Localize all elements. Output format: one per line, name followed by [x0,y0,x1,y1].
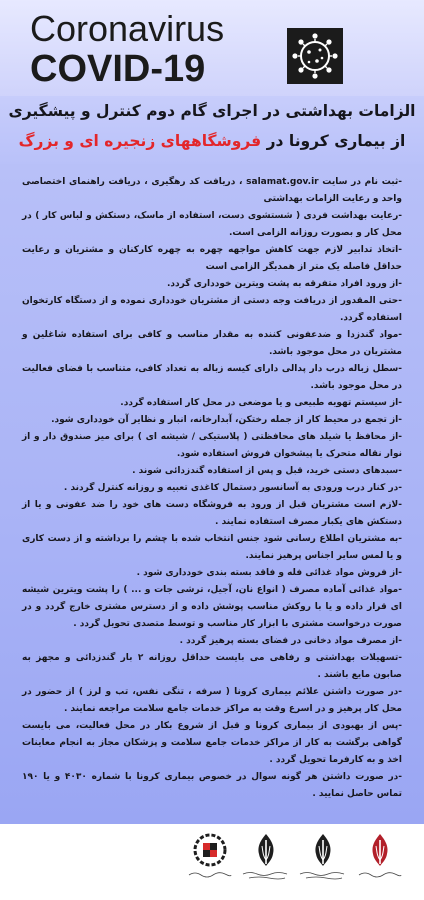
virus-icon [287,28,343,84]
caption-scribble [298,870,348,880]
header [0,0,424,96]
list-item: -از فروش مواد غذائی فله و فاقد بسته بندی خودداری شود . [136,568,402,578]
list-item: -ثبت نام در سایت salamat.gov.ir ، دریافت کد رهگیری ، دریافت راهنمای اختصاصی واحد و رعایت الزامات بهداشتی [22,177,403,204]
emblem-icon [251,832,281,870]
list-item: -از محافظ یا شیلد های محافظتی ( پلاستیکی / شیشه ای ) برای میز صندوق دار و از نوار نقاله متحرک یا پیشخوان فروش استفاده شود. [22,432,402,459]
caption-scribble [357,870,403,878]
list-item: -مواد گندزدا و ضدعفونی کننده به مقدار مناسب و کافی برای استفاده شاغلین و مشتریان در محل موجود باشد. [22,330,402,357]
guild-logo [182,832,238,894]
list-item: -پس از بهبودی از بیماری کرونا و قبل از شروع بکار در محل فعالیت، می بایست گواهی برگشت به کار از مراکز خدمات جامع سلامت و پزشکان مجاز به انجام معاینات اخذ و به کارفرما تحویل گردد . [22,721,402,765]
emblem-logo [352,832,408,894]
caption-scribble [241,870,291,880]
list-item: -حتی المقدور از دریافت وجه دستی از مشتریان خودداری نموده و از دستگاه کارتخوان استفاده گردد. [22,296,402,323]
title-coronavirus: Coronavirus [30,8,225,49]
headline [0,96,424,164]
list-item: -به مشتریان اطلاع رسانی شود جنس انتخاب شده با چشم را برداشته و از دست کاری و یا لمس سایر اجناس پرهیز نمایند. [22,534,402,561]
footer-logos [0,824,424,900]
list-item: -از ورود افراد متفرقه به پشت ویترین خودداری گردد. [166,279,402,289]
list-item: -تسهیلات بهداشتی و رفاهی می بایست حداقل روزانه ۲ بار گندزدائی و مجهز به صابون مایع باشند . [22,653,402,680]
emblem-logo [295,832,351,894]
list-item: -لازم است مشتریان قبل از ورود به فروشگاه دست های خود را ضد عفونی و یا از دستکش های یکبار مصرف استفاده نمایند . [22,500,402,527]
headline-line-2 [6,132,418,150]
list-item: -از تجمع در محیط کار از جمله رختکن، آبدارخانه، انبار و نظایر آن خودداری شود. [51,415,402,425]
list-item: -سطل زباله درب دار پدالی دارای کیسه زباله به تعداد کافی، متناسب با فضای فعالیت در محل موجود باشد. [22,364,402,391]
list-item: -در صورت داشتن علائم بیماری کرونا ( سرفه ، تنگی نفس، تب و لرز ) از حضور در محل کار پرهیز و در اسرع وقت به مراکز خدمات جامع سلامت مراجعه نمایند . [22,687,402,714]
emblem-icon [365,832,395,870]
list-item: -اتخاذ تدابیر لازم جهت کاهش مواجهه چهره به چهره کارکنان و مشتریان و رعایت حداقل فاصله یک متر از همدیگر الزامی است [22,245,402,272]
headline-prefix: از بیماری کرونا در [266,132,406,150]
list-item: -رعایت بهداشت فردی ( شستشوی دست، استفاده از ماسک، دستکش و لباس کار ) در محل کار و بصورت روزانه الزامی است. [22,211,402,238]
headline-highlight: فروشگاههای زنجیره ای و بزرگ [18,132,262,150]
list-item: -مواد غذائی آماده مصرف ( انواع نان، آجیل، ترشی جات و ... ) را پشت ویترین شیشه ای قرار داده و یا با روکش مناسب پوشش داده و از دسترس مشتری خارج گردد و در صورت درخواست مشتری با ابزار کار مناسب و توسط متصدی تحویل گردد . [22,585,402,629]
requirements-body [0,164,424,824]
list-item: -در کنار درب ورودی به آسانسور دستمال کاغذی تعبیه و روزانه کنترل گردند . [63,483,402,493]
emblem-icon [308,832,338,870]
list-item: -از مصرف مواد دخانی در فضای بسته پرهیز گردد . [179,636,402,646]
emblem-logo [238,832,294,894]
list-item: -در صورت داشتن هر گونه سوال در خصوص بیماری کرونا با شماره ۴۰۳۰ و یا ۱۹۰ تماس حاصل نمایید . [22,772,402,799]
list-item: -از سیستم تهویه طبیعی و یا موضعی در محل کار استفاده گردد. [120,398,402,408]
headline-line-1: الزامات بهداشتی در اجرای گام دوم کنترل و پیشگیری [8,102,416,120]
guild-logo-icon [192,832,228,870]
list-item: -سبدهای دستی خرید، قبل و پس از استفاده گندزدائی شوند . [132,466,402,476]
caption-scribble [187,870,233,878]
title-covid-19: COVID-19 [30,48,206,90]
requirements-list [22,174,402,803]
